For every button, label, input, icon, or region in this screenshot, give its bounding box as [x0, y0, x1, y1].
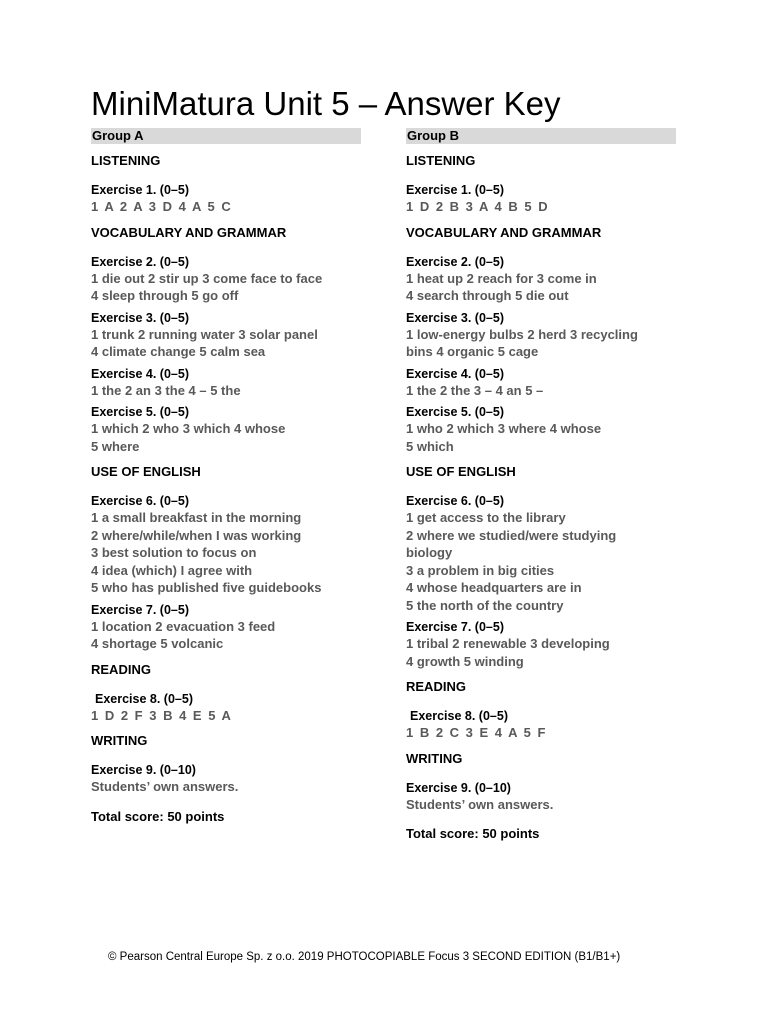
section-heading-reading: READING — [91, 661, 151, 677]
exercise-4-label: Exercise 4. (0–5) — [91, 366, 189, 381]
exercise-6-answer: 2 where/while/when I was working — [91, 527, 302, 543]
exercise-7-answer: 1 tribal 2 renewable 3 developing — [406, 636, 610, 651]
exercise-9-answer: Students’ own answers. — [406, 796, 554, 812]
exercise-9-label: Exercise 9. (0–10) — [406, 780, 511, 795]
section-heading-listening: LISTENING — [91, 153, 161, 168]
copyright-footer: © Pearson Central Europe Sp. z o.o. 2019 PHOTOCOPIABLE Focus 3 SECOND EDITION (B1/B1+) — [108, 951, 621, 963]
exercise-6-answer: biology — [406, 545, 453, 560]
exercise-5-answer: 1 which 2 who 3 which 4 whose — [91, 421, 286, 436]
group-header: Group A — [91, 128, 361, 144]
exercise-7-answer: 4 shortage 5 volcanic — [91, 636, 224, 651]
exercise-2-label: Exercise 2. (0–5) — [406, 254, 504, 269]
exercise-8-label: Exercise 8. (0–5) — [410, 709, 508, 723]
exercise-7-answer: 1 location 2 evacuation 3 feed — [91, 618, 276, 634]
exercise-8-answer: 1 D 2 F 3 B 4 E 5 A — [91, 707, 233, 723]
exercise-9-answer: Students’ own answers. — [91, 779, 239, 794]
exercise-6-answer: 5 the north of the country — [406, 597, 564, 613]
exercise-6-answer: 1 a small breakfast in the morning — [91, 510, 302, 525]
exercise-5-label: Exercise 5. (0–5) — [91, 405, 189, 419]
total-score: Total score: 50 points — [406, 826, 540, 841]
exercise-6-label: Exercise 6. (0–5) — [91, 494, 189, 508]
exercise-4-label: Exercise 4. (0–5) — [406, 366, 504, 381]
exercise-6-answer: 4 idea (which) I agree with — [91, 562, 253, 578]
exercise-3-answer: 4 climate change 5 calm sea — [91, 344, 266, 359]
group-b-column — [406, 128, 676, 842]
exercise-6-answer: 5 who has published five guidebooks — [91, 580, 322, 595]
exercise-6-answer: 4 whose headquarters are in — [406, 580, 582, 595]
exercise-1-label: Exercise 1. (0–5) — [406, 183, 504, 197]
group-header: Group B — [406, 128, 676, 144]
section-heading-vocabulary: VOCABULARY AND GRAMMAR — [91, 224, 287, 240]
exercise-7-answer: 4 growth 5 winding — [406, 653, 524, 669]
exercise-8-answer: 1 B 2 C 3 E 4 A 5 F — [406, 725, 547, 740]
group-a-column — [91, 128, 361, 825]
exercise-2-answer: 1 die out 2 stir up 3 come face to face — [91, 270, 323, 286]
exercise-2-answer: 4 sleep through 5 go off — [91, 288, 239, 303]
page-title: MiniMatura Unit 5 – Answer Key — [91, 85, 561, 122]
exercise-4-answer: 1 the 2 the 3 – 4 an 5 – — [406, 382, 544, 398]
exercise-3-label: Exercise 3. (0–5) — [406, 310, 504, 325]
exercise-2-label: Exercise 2. (0–5) — [91, 254, 189, 269]
exercise-3-answer: bins 4 organic 5 cage — [406, 344, 539, 359]
exercise-6-label: Exercise 6. (0–5) — [406, 494, 504, 508]
section-heading-listening: LISTENING — [406, 153, 476, 168]
section-heading-reading: READING — [406, 679, 466, 694]
section-heading-writing: WRITING — [406, 750, 463, 766]
exercise-5-answer: 5 where — [91, 438, 140, 454]
section-heading-vocabulary: VOCABULARY AND GRAMMAR — [406, 224, 602, 240]
exercise-6-answer: 3 best solution to focus on — [91, 545, 257, 560]
exercise-6-answer: 1 get access to the library — [406, 510, 566, 525]
exercise-1-answer: 1 A 2 A 3 D 4 A 5 C — [91, 199, 233, 214]
exercise-5-label: Exercise 5. (0–5) — [406, 405, 504, 419]
section-heading-use-of-english: USE OF ENGLISH — [406, 464, 516, 479]
exercise-4-answer: 1 the 2 an 3 the 4 – 5 the — [91, 382, 241, 398]
exercise-6-answer: 3 a problem in big cities — [406, 562, 555, 578]
exercise-3-answer: 1 low-energy bulbs 2 herd 3 recycling — [406, 326, 638, 342]
exercise-3-answer: 1 trunk 2 running water 3 solar panel — [91, 326, 318, 342]
exercise-2-answer: 4 search through 5 die out — [406, 288, 569, 303]
exercise-1-label: Exercise 1. (0–5) — [91, 183, 189, 197]
exercise-1-answer: 1 D 2 B 3 A 4 B 5 D — [406, 199, 550, 214]
exercise-6-answer: 2 where we studied/were studying — [406, 527, 617, 543]
exercise-2-answer: 1 heat up 2 reach for 3 come in — [406, 270, 597, 286]
section-heading-writing: WRITING — [91, 733, 148, 748]
exercise-5-answer: 1 who 2 which 3 where 4 whose — [406, 421, 602, 436]
exercise-7-label: Exercise 7. (0–5) — [406, 620, 504, 634]
total-score: Total score: 50 points — [91, 808, 225, 824]
exercise-3-label: Exercise 3. (0–5) — [91, 310, 189, 325]
exercise-7-label: Exercise 7. (0–5) — [91, 602, 189, 617]
exercise-5-answer: 5 which — [406, 438, 454, 454]
exercise-8-label: Exercise 8. (0–5) — [95, 691, 193, 706]
section-heading-use-of-english: USE OF ENGLISH — [91, 464, 201, 479]
exercise-9-label: Exercise 9. (0–10) — [91, 763, 196, 777]
